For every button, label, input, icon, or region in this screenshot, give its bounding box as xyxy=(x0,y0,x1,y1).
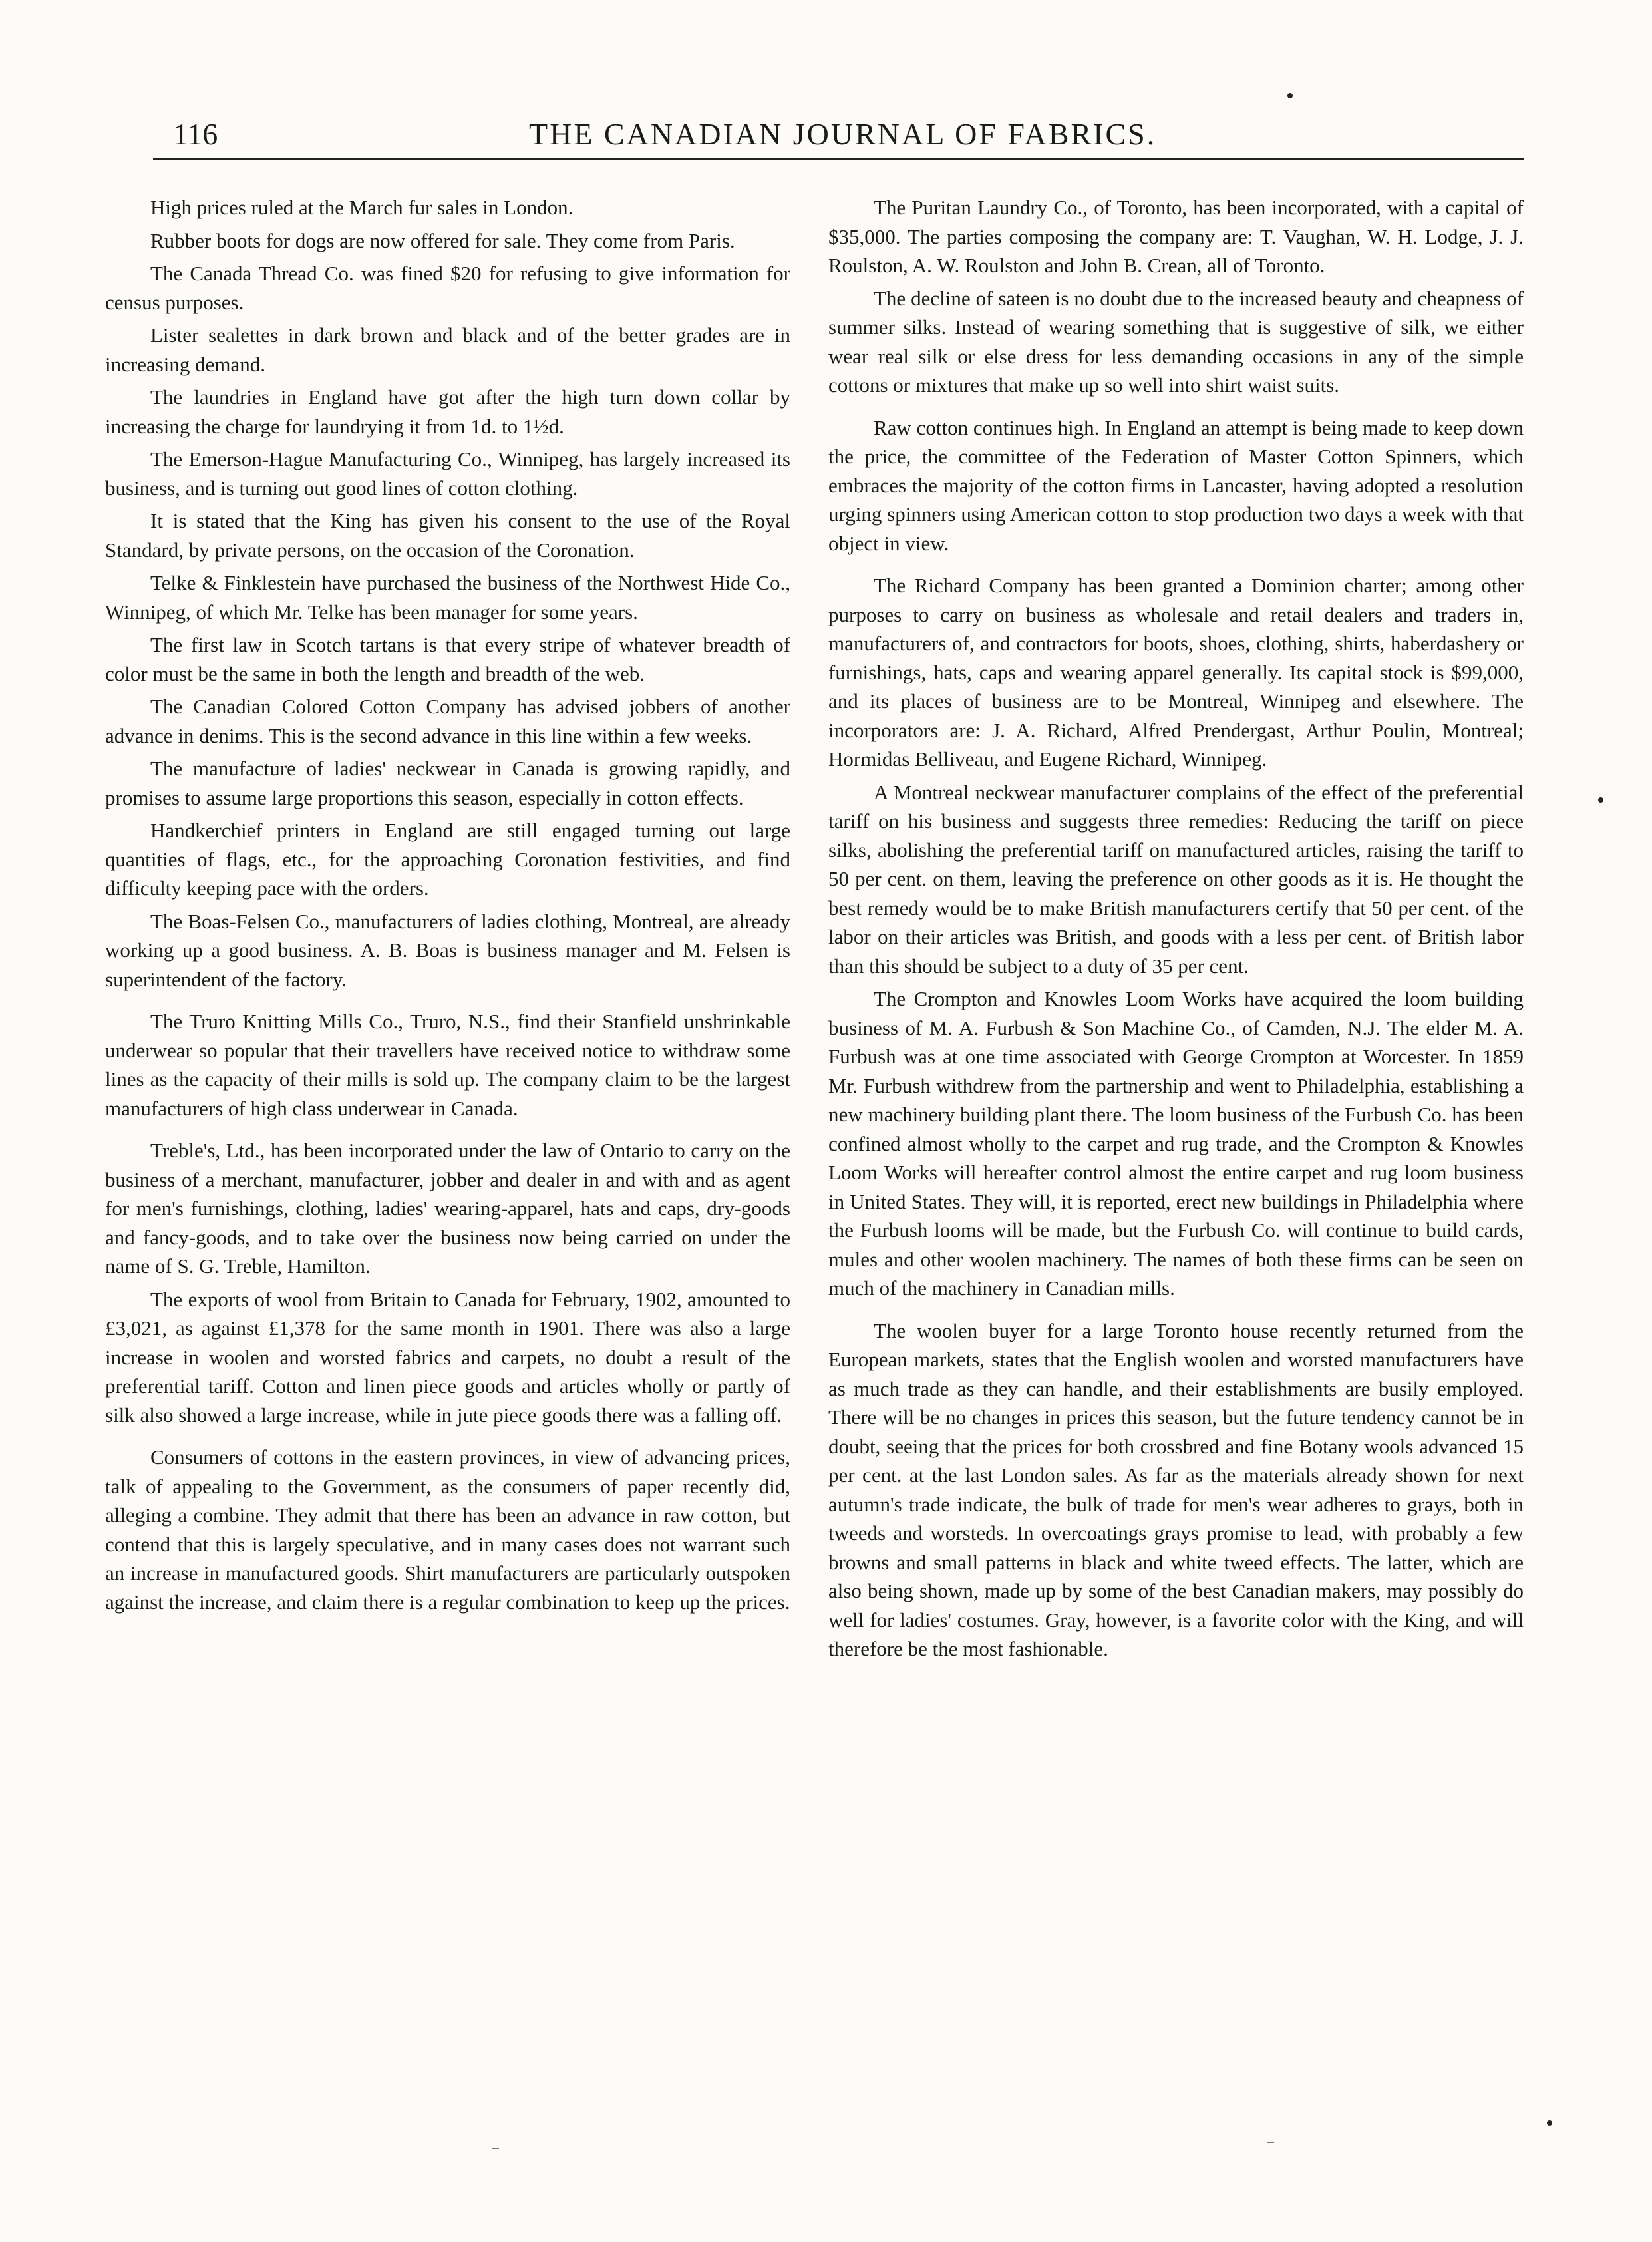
news-item: Raw cotton continues high. In England an attempt is being made to keep down the price, the committee of the Federation of Master Cotton Spinners, which embraces the majority of the cotton firms in Lancaster, having adopted a resolution urging spinners using American cotton to stop production two days a week with that object in view. xyxy=(828,415,1524,555)
scan-speck xyxy=(1547,2120,1552,2126)
right-column xyxy=(828,193,1524,1668)
news-item: The Emerson-Hague Manufacturing Co., Winnipeg, has largely increased its business, and is turning out good lines of cotton clothing. xyxy=(105,447,790,500)
left-column xyxy=(105,193,790,1620)
news-item: The first law in Scotch tartans is that every stripe of whatever breadth of color must be the same in both the length and breadth of the web. xyxy=(105,633,790,685)
news-item: The Richard Company has been granted a Dominion charter; among other purposes to carry on business as wholesale and retail dealers and traders in, manufacturers of, and contractors for boots, shoes, clothing, shirts, haberdashery or furnishings, hats, caps and wearing apparel generally. Its capital stock is $99,000, and its places of business are to be Montreal, Winnipeg and elsewhere. The incorporators are: J. A. Richard, Alfred Prendergast, Arthur Poulin, Montreal; Hormidas Belliveau, and Eugene Richard, Winnipeg. xyxy=(828,574,1524,771)
news-item: Lister sealettes in dark brown and black and of the better grades are in increasing demand. xyxy=(105,323,790,376)
news-item: The laundries in England have got after the high turn down collar by increasing the charge for laundrying it from 1d. to 1½d. xyxy=(105,385,790,438)
news-item: The exports of wool from Britain to Canada for February, 1902, amounted to £3,021, as against £1,378 for the same month in 1901. There was also a large increase in woolen and worsted fabrics and carpets, no doubt a result of the preferential tariff. Cotton and linen piece goods and articles wholly or partly of silk also showed a large increase, while in jute piece goods there was a falling off. xyxy=(105,1287,790,1427)
scan-mark xyxy=(1267,2142,1274,2143)
news-item: The Crompton and Knowles Loom Works have acquired the loom building business of M. A. Furbush & Son Machine Co., of Camden, N.J. The elder M. A. Furbush was at one time associated with George Crompton at Worcester. In 1859 Mr. Furbush withdrew from the partnership and went to Philadelphia, establishing a new machinery building plant there. The loom business of the Furbush Co. has been confined almost wholly to the carpet and rug trade, and the Crompton & Knowles Loom Works will hereafter control almost the entire carpet and rug loom business in United States. They will, it is reported, erect new buildings in Philadelphia where the Furbush looms will be made, but the Furbush Co. will continue to build cards, mules and other woolen machinery. The names of both these firms can be seen on much of the machinery in Canadian mills. xyxy=(828,987,1524,1300)
page-header xyxy=(153,116,1517,163)
page-number: 116 xyxy=(173,117,218,151)
journal-title: THE CANADIAN JOURNAL OF FABRICS. xyxy=(529,117,1157,151)
news-item: The Canadian Colored Cotton Company has advised jobbers of another advance in denims. This is the second advance in this line within a few weeks. xyxy=(105,695,790,747)
news-item: A Montreal neckwear manufacturer complains of the effect of the preferential tariff on his business and suggests three remedies: Reducing the tariff on piece silks, abolishing the preferential tariff on manufactured articles, raising the tariff to 50 per cent. on them, leaving the preference on other goods as it is. He thought the best remedy would be to make British manufacturers certify that 50 per cent. of the labor on their articles was British, and goods with a less per cent. of British labor than this should be subject to a duty of 35 per cent. xyxy=(828,780,1524,978)
news-item: Treble's, Ltd., has been incorporated under the law of Ontario to carry on the business of a merchant, manufacturer, jobber and dealer in and with and as agent for men's furnishings, clothing, ladies' wearing-apparel, hats and caps, dry-goods and fancy-goods, and to take over the business now being carried on under the name of S. G. Treble, Hamilton. xyxy=(105,1139,790,1278)
news-item: Consumers of cottons in the eastern provinces, in view of advancing prices, talk of appealing to the Government, as the consumers of paper recently did, alleging a combine. They admit that there has been an advance in raw cotton, but contend that this is largely speculative, and in many cases does not warrant such an increase in manufactured goods. Shirt manufacturers are particularly outspoken against the increase, and claim there is a regular combination to keep up the prices. xyxy=(105,1445,790,1614)
scan-mark xyxy=(492,2148,499,2149)
scan-speck xyxy=(1287,93,1293,98)
news-item: The woolen buyer for a large Toronto house recently returned from the European markets, states that the English woolen and worsted manufacturers have as much trade as they can handle, and their establishments are busily employed. There will be no changes in prices this season, but the future tendency cannot be in doubt, seeing that the prices for both crossbred and fine Botany wools advanced 15 per cent. at the last London sales. As far as the materials already shown for next autumn's trade indicate, the bulk of trade for men's wear adheres to grays, both in tweeds and worsteds. In overcoatings grays promise to lead, with probably a few browns and small patterns in black and white tweed effects. The latter, which are also being shown, made up by some of the best Canadian makers, may possibly do well for ladies' costumes. Gray, however, is a favorite color with the King, and will therefore be the most fashionable. xyxy=(828,1318,1524,1660)
news-item: The decline of sateen is no doubt due to the increased beauty and cheapness of summer silks. Instead of wearing something that is suggestive of silk, we either wear real silk or else dress for less demanding occasions in any of the simple cottons or mixtures that make up so well into shirt waist suits. xyxy=(828,286,1524,397)
news-item: The Canada Thread Co. was fined $20 for refusing to give information for census purposes. xyxy=(105,262,790,314)
news-item: It is stated that the King has given his consent to the use of the Royal Standard, by private persons, on the occasion of the Coronation. xyxy=(105,509,790,562)
news-item: The Boas-Felsen Co., manufacturers of ladies clothing, Montreal, are already working up a good business. A. B. Boas is business manager and M. Felsen is superintendent of the factory. xyxy=(105,909,790,991)
news-item: The Puritan Laundry Co., of Toronto, has been incorporated, with a capital of $35,000. The parties composing the company are: T. Vaughan, W. H. Lodge, J. J. Roulston, A. W. Roulston and John B. Crean, all of Toronto. xyxy=(828,196,1524,277)
news-item: The manufacture of ladies' neckwear in Canada is growing rapidly, and promises to assume large proportions this season, especially in cotton effects. xyxy=(105,757,790,809)
news-item: Handkerchief printers in England are still engaged turning out large quantities of flags, etc., for the approaching Coronation festivities, and find difficulty keeping pace with the orders. xyxy=(105,819,790,900)
news-item: High prices ruled at the March fur sales in London. xyxy=(150,196,574,219)
header-rule xyxy=(153,158,1524,160)
news-item: Telke & Finklestein have purchased the business of the Northwest Hide Co., Winnipeg, of which Mr. Telke has been manager for some years. xyxy=(105,571,790,624)
scan-speck xyxy=(1598,797,1603,803)
news-item: The Truro Knitting Mills Co., Truro, N.S., find their Stanfield unshrinkable underwear so popular that their travellers have received notice to withdraw some lines as the capacity of their mills is sold up. The company claim to be the largest manufacturers of high class underwear in Canada. xyxy=(105,1010,790,1120)
news-item: Rubber boots for dogs are now offered for sale. They come from Paris. xyxy=(150,228,735,252)
